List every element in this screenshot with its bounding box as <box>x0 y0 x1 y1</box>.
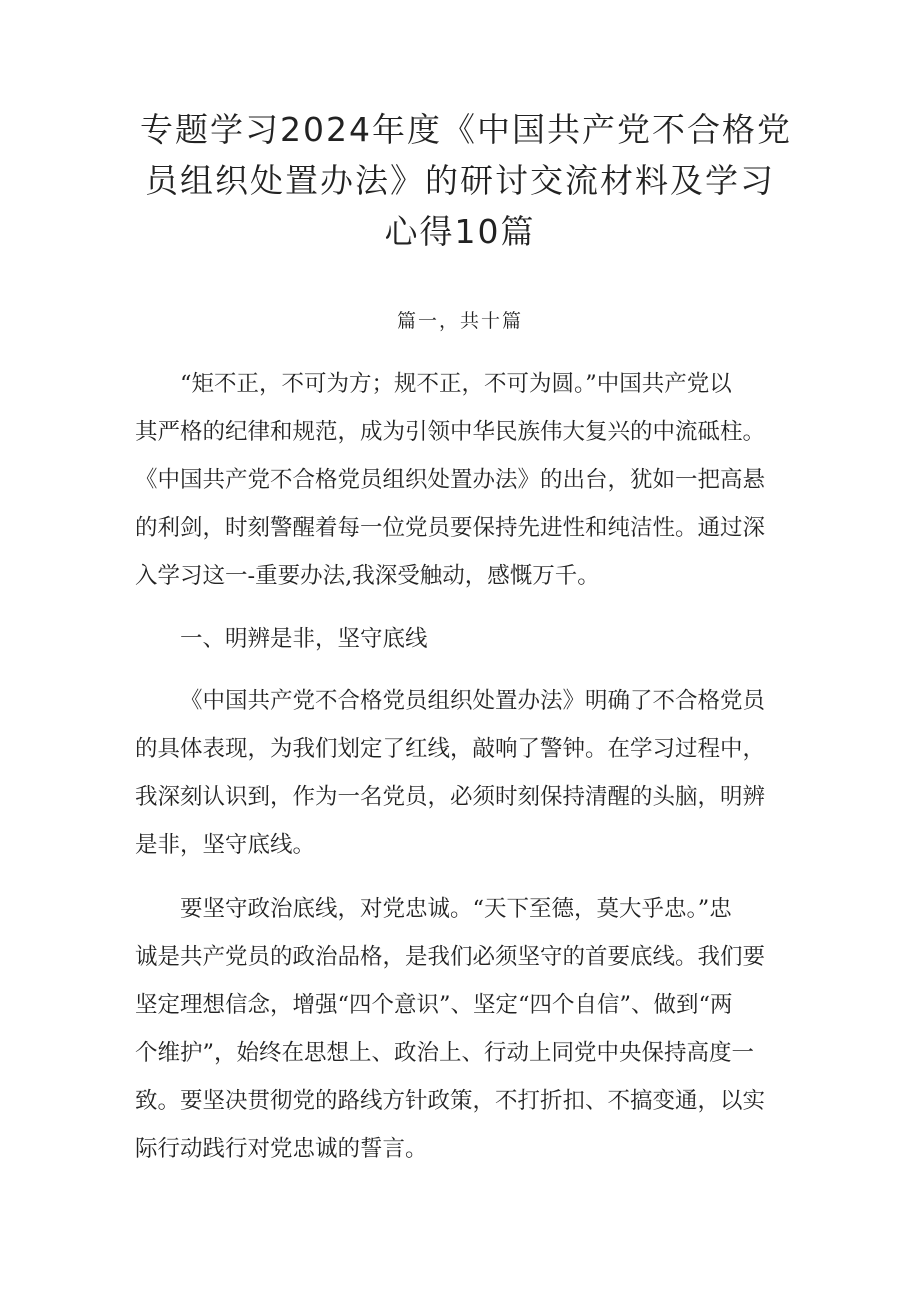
paragraph-line: 致。要坚决贯彻党的路线方针政策，不打折扣、不搞变通，以实 <box>135 1088 766 1114</box>
title-line: 心得10篇 <box>384 212 536 251</box>
heading-text: 一、明辨是非，坚守底线 <box>180 626 428 652</box>
document-title <box>140 104 792 257</box>
paragraph-line: 我深刻认识到，作为一名党员，必须时刻保持清醒的头脑，明辨 <box>135 784 766 810</box>
paragraph-line: 诚是共产党员的政治品格，是我们必须坚守的首要底线。我们要 <box>135 944 766 970</box>
paragraph-line: 的具体表现，为我们划定了红线，敲响了警钟。在学习过程中， <box>135 736 766 762</box>
paragraph-line: 要坚守政治底线，对党忠诚。“天下至德，莫大乎忠。”忠 <box>180 896 732 922</box>
paragraph-line: 的利剑，时刻警醒着每一位党员要保持先进性和纯洁性。通过深 <box>135 515 766 541</box>
paragraph-line: 个维护”，始终在思想上、政治上、行动上同党中央保持高度一 <box>135 1040 755 1066</box>
paragraph-line: 其严格的纪律和规范，成为引领中华民族伟大复兴的中流砥柱。 <box>135 419 766 445</box>
paragraph-2 <box>135 677 795 869</box>
paragraph-3 <box>135 885 795 1173</box>
paragraph-line: “矩不正，不可为方；规不正，不可为圆。”中国共产党以 <box>180 371 732 397</box>
paragraph-line: 入学习这一-重要办法,我深受触动，感慨万千。 <box>135 563 600 589</box>
section-label: 篇一，共十篇 <box>396 310 523 332</box>
paragraph-line: 际行动践行对党忠诚的誓言。 <box>135 1136 428 1162</box>
paragraph-line: 《中国共产党不合格党员组织处置办法》的出台，犹如一把高悬 <box>135 467 766 493</box>
title-line: 专题学习2024年度《中国共产党不合格党 <box>140 110 792 149</box>
paragraph-line: 是非，坚守底线。 <box>135 832 316 858</box>
paragraph-line: 坚定理想信念，增强“四个意识”、坚定“四个自信”、做到“两 <box>135 992 733 1018</box>
section-heading-1 <box>135 615 795 663</box>
paragraph-1 <box>135 360 795 600</box>
title-line: 员组织处置办法》的研讨交流材料及学习 <box>145 161 775 200</box>
paragraph-line: 《中国共产党不合格党员组织处置办法》明确了不合格党员 <box>180 688 766 714</box>
